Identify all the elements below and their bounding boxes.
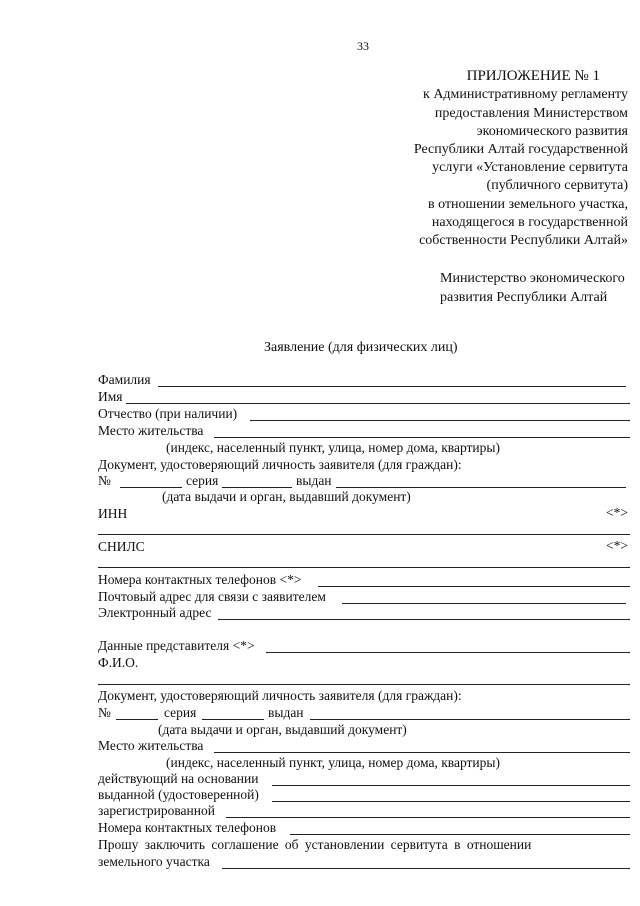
surname-field[interactable] [158,386,626,387]
rep-series-label: серия [164,705,197,720]
series-field[interactable] [222,487,292,488]
issued-certified-field[interactable] [272,801,630,802]
postal-field[interactable] [342,603,626,604]
patronymic-field[interactable] [250,420,630,421]
rep-residence-field[interactable] [214,752,630,753]
inn-label: ИНН [98,506,128,521]
rep-number-label: № [98,705,111,720]
residence-label: Место жительства [98,423,204,438]
rep-issued-field[interactable] [310,719,630,720]
land-plot-label: земельного участка [98,854,210,869]
issued-certified-label: выданной (удостоверенной) [98,787,259,802]
land-plot-field[interactable] [222,868,630,869]
addressee-line: Министерство экономического [440,271,625,286]
series-label: серия [186,473,219,488]
name-field[interactable] [126,403,630,404]
email-label: Электронный адрес [98,605,212,620]
registered-field[interactable] [226,817,630,818]
rep-phones-label: Номера контактных телефонов [98,820,277,835]
inn-optional-mark: <*> [606,505,628,520]
fio-label: Ф.И.О. [98,655,139,670]
appendix-line: собственности Республики Алтай» [419,233,628,248]
rep-number-field[interactable] [116,719,158,720]
rep-residence-label: Место жительства [98,738,204,753]
rep-issue-hint: (дата выдачи и орган, выдавший документ) [158,722,407,737]
snils-label: СНИЛС [98,539,145,554]
appendix-line: (публичного сервитута) [486,178,628,193]
inn-field[interactable] [98,534,630,535]
patronymic-label: Отчество (при наличии) [98,406,238,421]
postal-label: Почтовый адрес для связи с заявителем [98,589,326,604]
residence-hint: (индекс, населенный пункт, улица, номер дома, квартиры) [166,440,500,455]
residence-field[interactable] [214,437,630,438]
rep-phones-field[interactable] [290,834,630,835]
snils-field[interactable] [98,567,630,568]
id-document-label: Документ, удостоверяющий личность заявителя (для граждан): [98,457,462,472]
rep-id-document-label: Документ, удостоверяющий личность заявителя (для граждан): [98,688,462,703]
surname-label: Фамилия [98,372,151,387]
basis-label: действующий на основании [98,771,259,786]
rep-issued-label: выдан [268,705,304,720]
issue-hint: (дата выдачи и орган, выдавший документ) [162,489,411,504]
appendix-line: Республики Алтай государственной [413,142,628,157]
appendix-title: ПРИЛОЖЕНИЕ № 1 [466,68,600,84]
issued-field[interactable] [336,487,626,488]
basis-field[interactable] [272,785,630,786]
page-number: 33 [357,39,369,53]
snils-optional-mark: <*> [606,538,628,553]
appendix-line: предоставления Министерством [434,106,628,121]
fio-field[interactable] [98,684,630,685]
name-label: Имя [98,389,123,404]
form-title: Заявление (для физических лиц) [264,340,458,355]
registered-label: зарегистрированной [98,803,215,818]
representative-label: Данные представителя <*> [98,638,255,653]
request-text: Прошу заключить соглашение об установлении сервитута в отношении [98,837,532,852]
appendix-line: услуги «Установление сервитута [432,160,628,175]
addressee-line: развития Республики Алтай [440,290,608,305]
rep-series-field[interactable] [202,719,264,720]
appendix-line: экономического развития [476,124,628,139]
appendix-line: находящегося в государственной [431,215,628,230]
appendix-line: к Административному регламенту [423,87,628,102]
phones-label: Номера контактных телефонов <*> [98,572,302,587]
rep-residence-hint: (индекс, населенный пункт, улица, номер дома, квартиры) [166,755,500,770]
number-label: № [98,473,111,488]
email-field[interactable] [218,619,630,620]
number-field[interactable] [120,487,182,488]
issued-label: выдан [296,473,332,488]
phones-field[interactable] [318,586,630,587]
representative-field[interactable] [266,652,630,653]
appendix-line: в отношении земельного участка, [428,197,628,212]
